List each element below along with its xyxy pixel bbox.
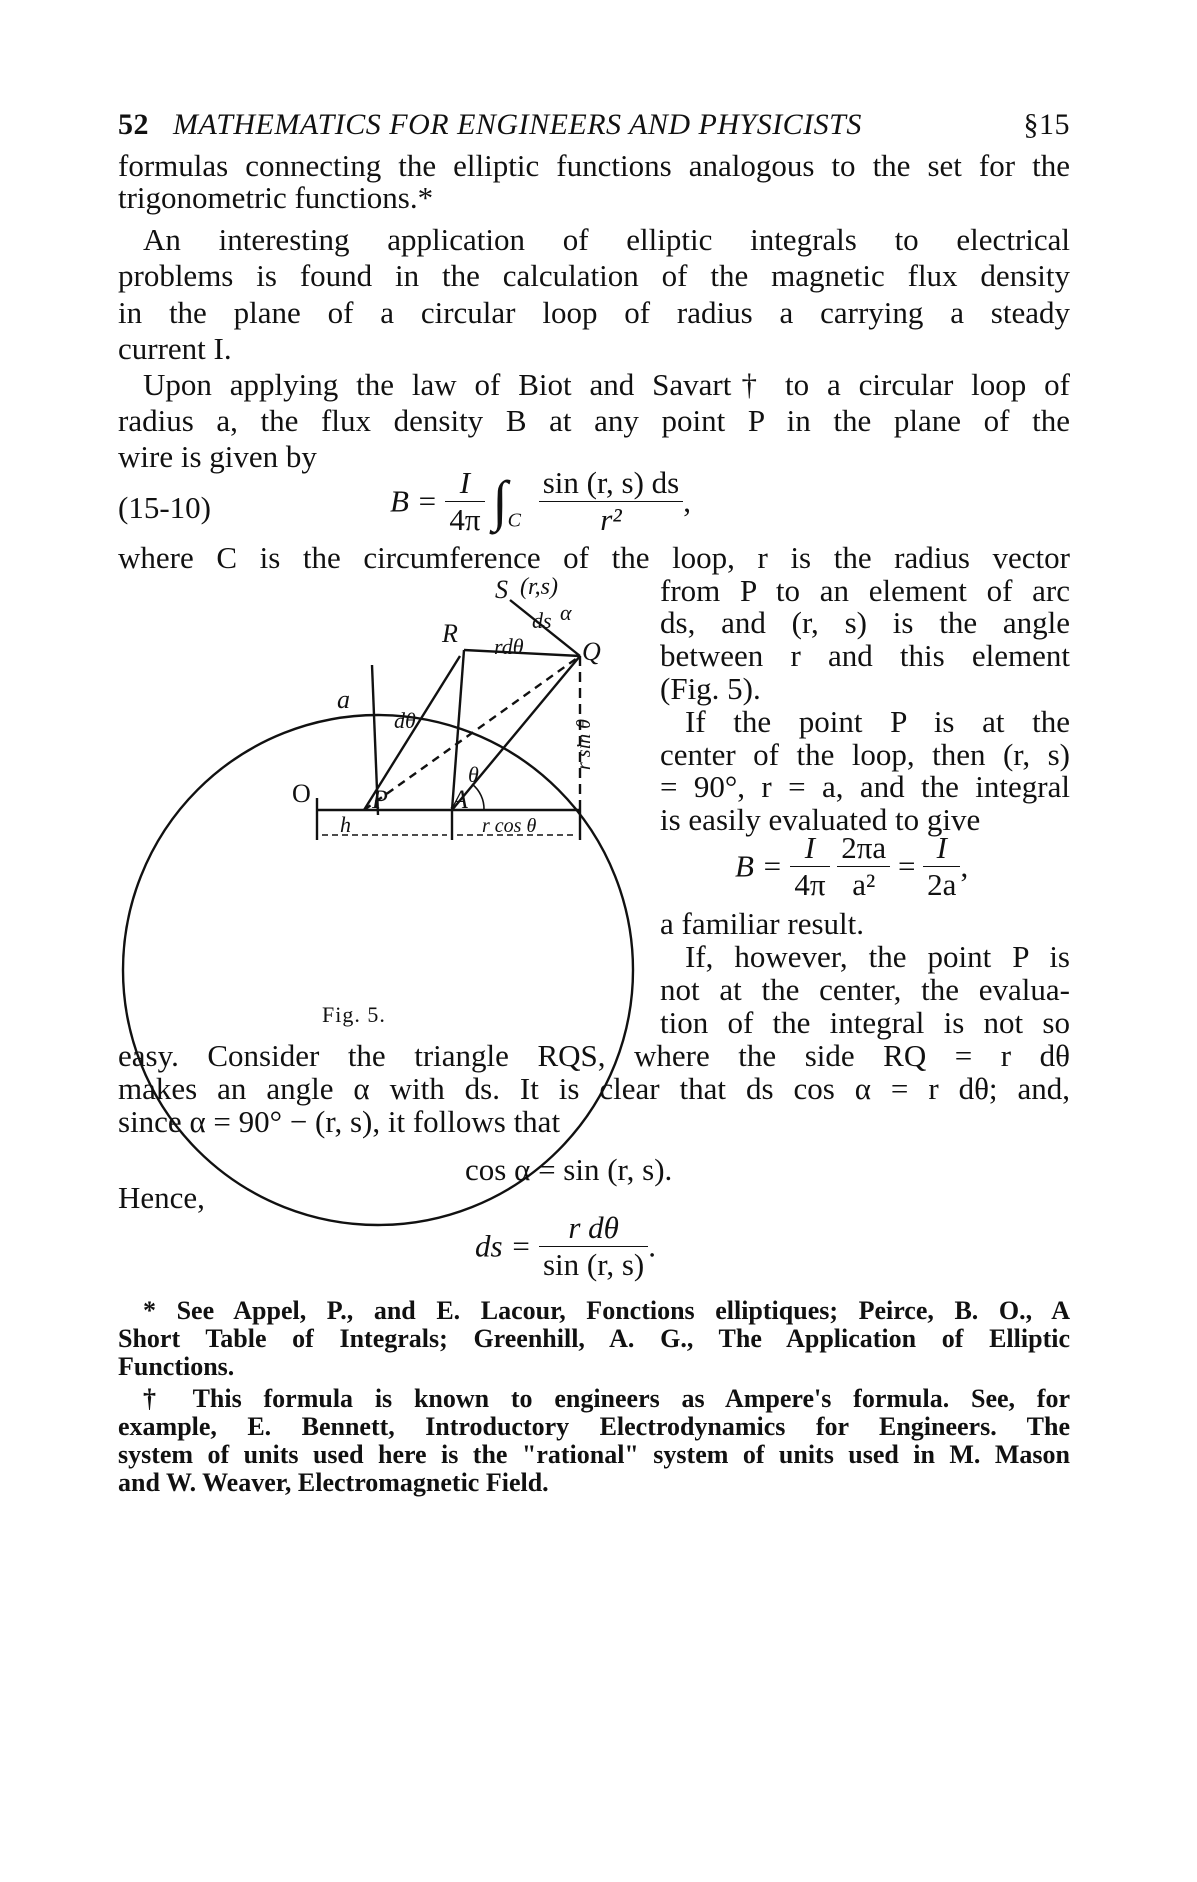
- body-line: from P to an element of arc: [660, 573, 1070, 608]
- label-rs: (r,s): [520, 574, 559, 600]
- body-line: tion of the integral is not so: [660, 1005, 1070, 1040]
- page-number: 52: [118, 108, 149, 141]
- body-line: problems is found in the calculation of the magnetic flux density: [118, 258, 1070, 293]
- eq-b-f2-num: 2πa: [837, 830, 890, 867]
- body-line: where C is the circumference of the loop, r is the radius vector: [118, 540, 1070, 575]
- body-line: = 90°, r = a, and the integral: [660, 769, 1070, 804]
- body-line: current I.: [118, 331, 232, 366]
- label-rdtheta: rdθ: [494, 634, 524, 659]
- footnote-line: Functions.: [118, 1352, 235, 1381]
- body-line: not at the center, the evalua-: [660, 972, 1070, 1007]
- body-line: formulas connecting the elliptic functions analogous to the set for the: [118, 148, 1070, 183]
- eq-coef-den: 4π: [449, 502, 481, 537]
- eq-integrand-den: r²: [600, 502, 622, 537]
- eq-b-frac2: [837, 830, 890, 903]
- eq-lhs: B =: [390, 483, 438, 519]
- footnote-line: † This formula is known to engineers as Ampere's formula. See, for: [143, 1384, 1070, 1413]
- eq-comma: ,: [683, 483, 691, 519]
- eq-b-frac3: [923, 830, 960, 903]
- label-o: O: [292, 779, 311, 808]
- label-h: h: [340, 812, 351, 837]
- eq-b-lhs: B =: [735, 848, 783, 884]
- eq-b-f3-den: 2a: [927, 867, 957, 902]
- body-line: easy. Consider the triangle RQS, where the side RQ = r dθ: [118, 1038, 1070, 1073]
- body-line: If, however, the point P is: [685, 939, 1070, 974]
- equation-15-10: [390, 465, 691, 538]
- footnote-line: system of units used here is the "rational" system of units used in M. Mason: [118, 1440, 1070, 1469]
- running-header: [118, 108, 1070, 142]
- integral-sign: ∫: [492, 470, 508, 533]
- label-r: R: [442, 619, 458, 648]
- eq-ds-lhs: ds =: [475, 1228, 532, 1264]
- label-p: P: [372, 785, 388, 814]
- body-line: center of the loop, then (r, s): [660, 737, 1070, 772]
- body-line: (Fig. 5).: [660, 671, 761, 706]
- eq-b-equals: =: [897, 848, 916, 884]
- footnote-line: and W. Weaver, Electromagnetic Field.: [118, 1468, 549, 1497]
- label-dtheta: dθ: [394, 708, 416, 733]
- body-line: radius a, the flux density B at any point P in the plane of the: [118, 403, 1070, 438]
- body-line: trigonometric functions.*: [118, 180, 434, 215]
- eq-b-f3-num: I: [923, 830, 960, 867]
- eq-ds-frac: [539, 1210, 648, 1283]
- equation-cos: cos α = sin (r, s).: [465, 1152, 673, 1187]
- label-rsin: r sin θ: [573, 719, 595, 770]
- eq-coef-num: I: [445, 465, 484, 502]
- hence-label: Hence,: [118, 1180, 205, 1215]
- eq-integrand: [539, 465, 684, 538]
- eq-b-f2-den: a²: [852, 867, 876, 902]
- body-line: a familiar result.: [660, 906, 864, 941]
- eq-b-comma: ,: [960, 848, 969, 884]
- body-line: is easily evaluated to give: [660, 802, 981, 837]
- section-number: §15: [1023, 108, 1070, 141]
- footnote-line: example, E. Bennett, Introductory Electrodynamics for Engineers. The: [118, 1412, 1070, 1441]
- equation-center: [735, 830, 968, 903]
- body-line: between r and this element: [660, 638, 1070, 673]
- eq-b-f1-num: I: [790, 830, 829, 867]
- body-line: An interesting application of elliptic integrals to electrical: [143, 222, 1070, 257]
- eq-ds-num: r dθ: [539, 1210, 648, 1247]
- body-line: in the plane of a circular loop of radius a carrying a steady: [118, 295, 1070, 330]
- label-s: S: [495, 575, 508, 604]
- equation-label: (15-10): [118, 490, 211, 525]
- contour-label: C: [507, 509, 521, 532]
- eq-integrand-num: sin (r, s) ds: [539, 465, 684, 502]
- equation-ds: [475, 1210, 656, 1283]
- body-line: makes an angle α with ds. It is clear that ds cos α = r dθ; and,: [118, 1071, 1070, 1106]
- figure-caption: Fig. 5.: [322, 1002, 386, 1027]
- running-title: MATHEMATICS FOR ENGINEERS AND PHYSICISTS: [173, 108, 862, 141]
- eq-coefficient: [445, 465, 484, 538]
- body-line: If the point P is at the: [685, 704, 1070, 739]
- body-line: Upon applying the law of Biot and Savart† to a circular loop of: [143, 367, 1070, 402]
- eq-ds-period: .: [648, 1228, 656, 1264]
- body-line: wire is given by: [118, 439, 317, 474]
- label-q: Q: [582, 637, 601, 666]
- eq-b-f1-den: 4π: [794, 867, 826, 902]
- footnote-line: * See Appel, P., and E. Lacour, Fonctions elliptiques; Peirce, B. O., A: [143, 1296, 1070, 1325]
- footnote-line: Short Table of Integrals; Greenhill, A. G., The Application of Elliptic: [118, 1324, 1070, 1353]
- label-ds: ds: [532, 608, 552, 633]
- label-a-point: A: [452, 785, 468, 814]
- eq-ds-den: sin (r, s): [542, 1247, 645, 1282]
- label-rcos: r cos θ: [482, 815, 537, 837]
- body-line: since α = 90° − (r, s), it follows that: [118, 1104, 561, 1139]
- label-theta: θ: [468, 762, 479, 787]
- eq-b-frac1: [790, 830, 829, 903]
- label-a: a: [337, 685, 350, 714]
- body-line: ds, and (r, s) is the angle: [660, 605, 1070, 640]
- theta-arc: [472, 784, 484, 810]
- label-alpha: α: [560, 600, 572, 625]
